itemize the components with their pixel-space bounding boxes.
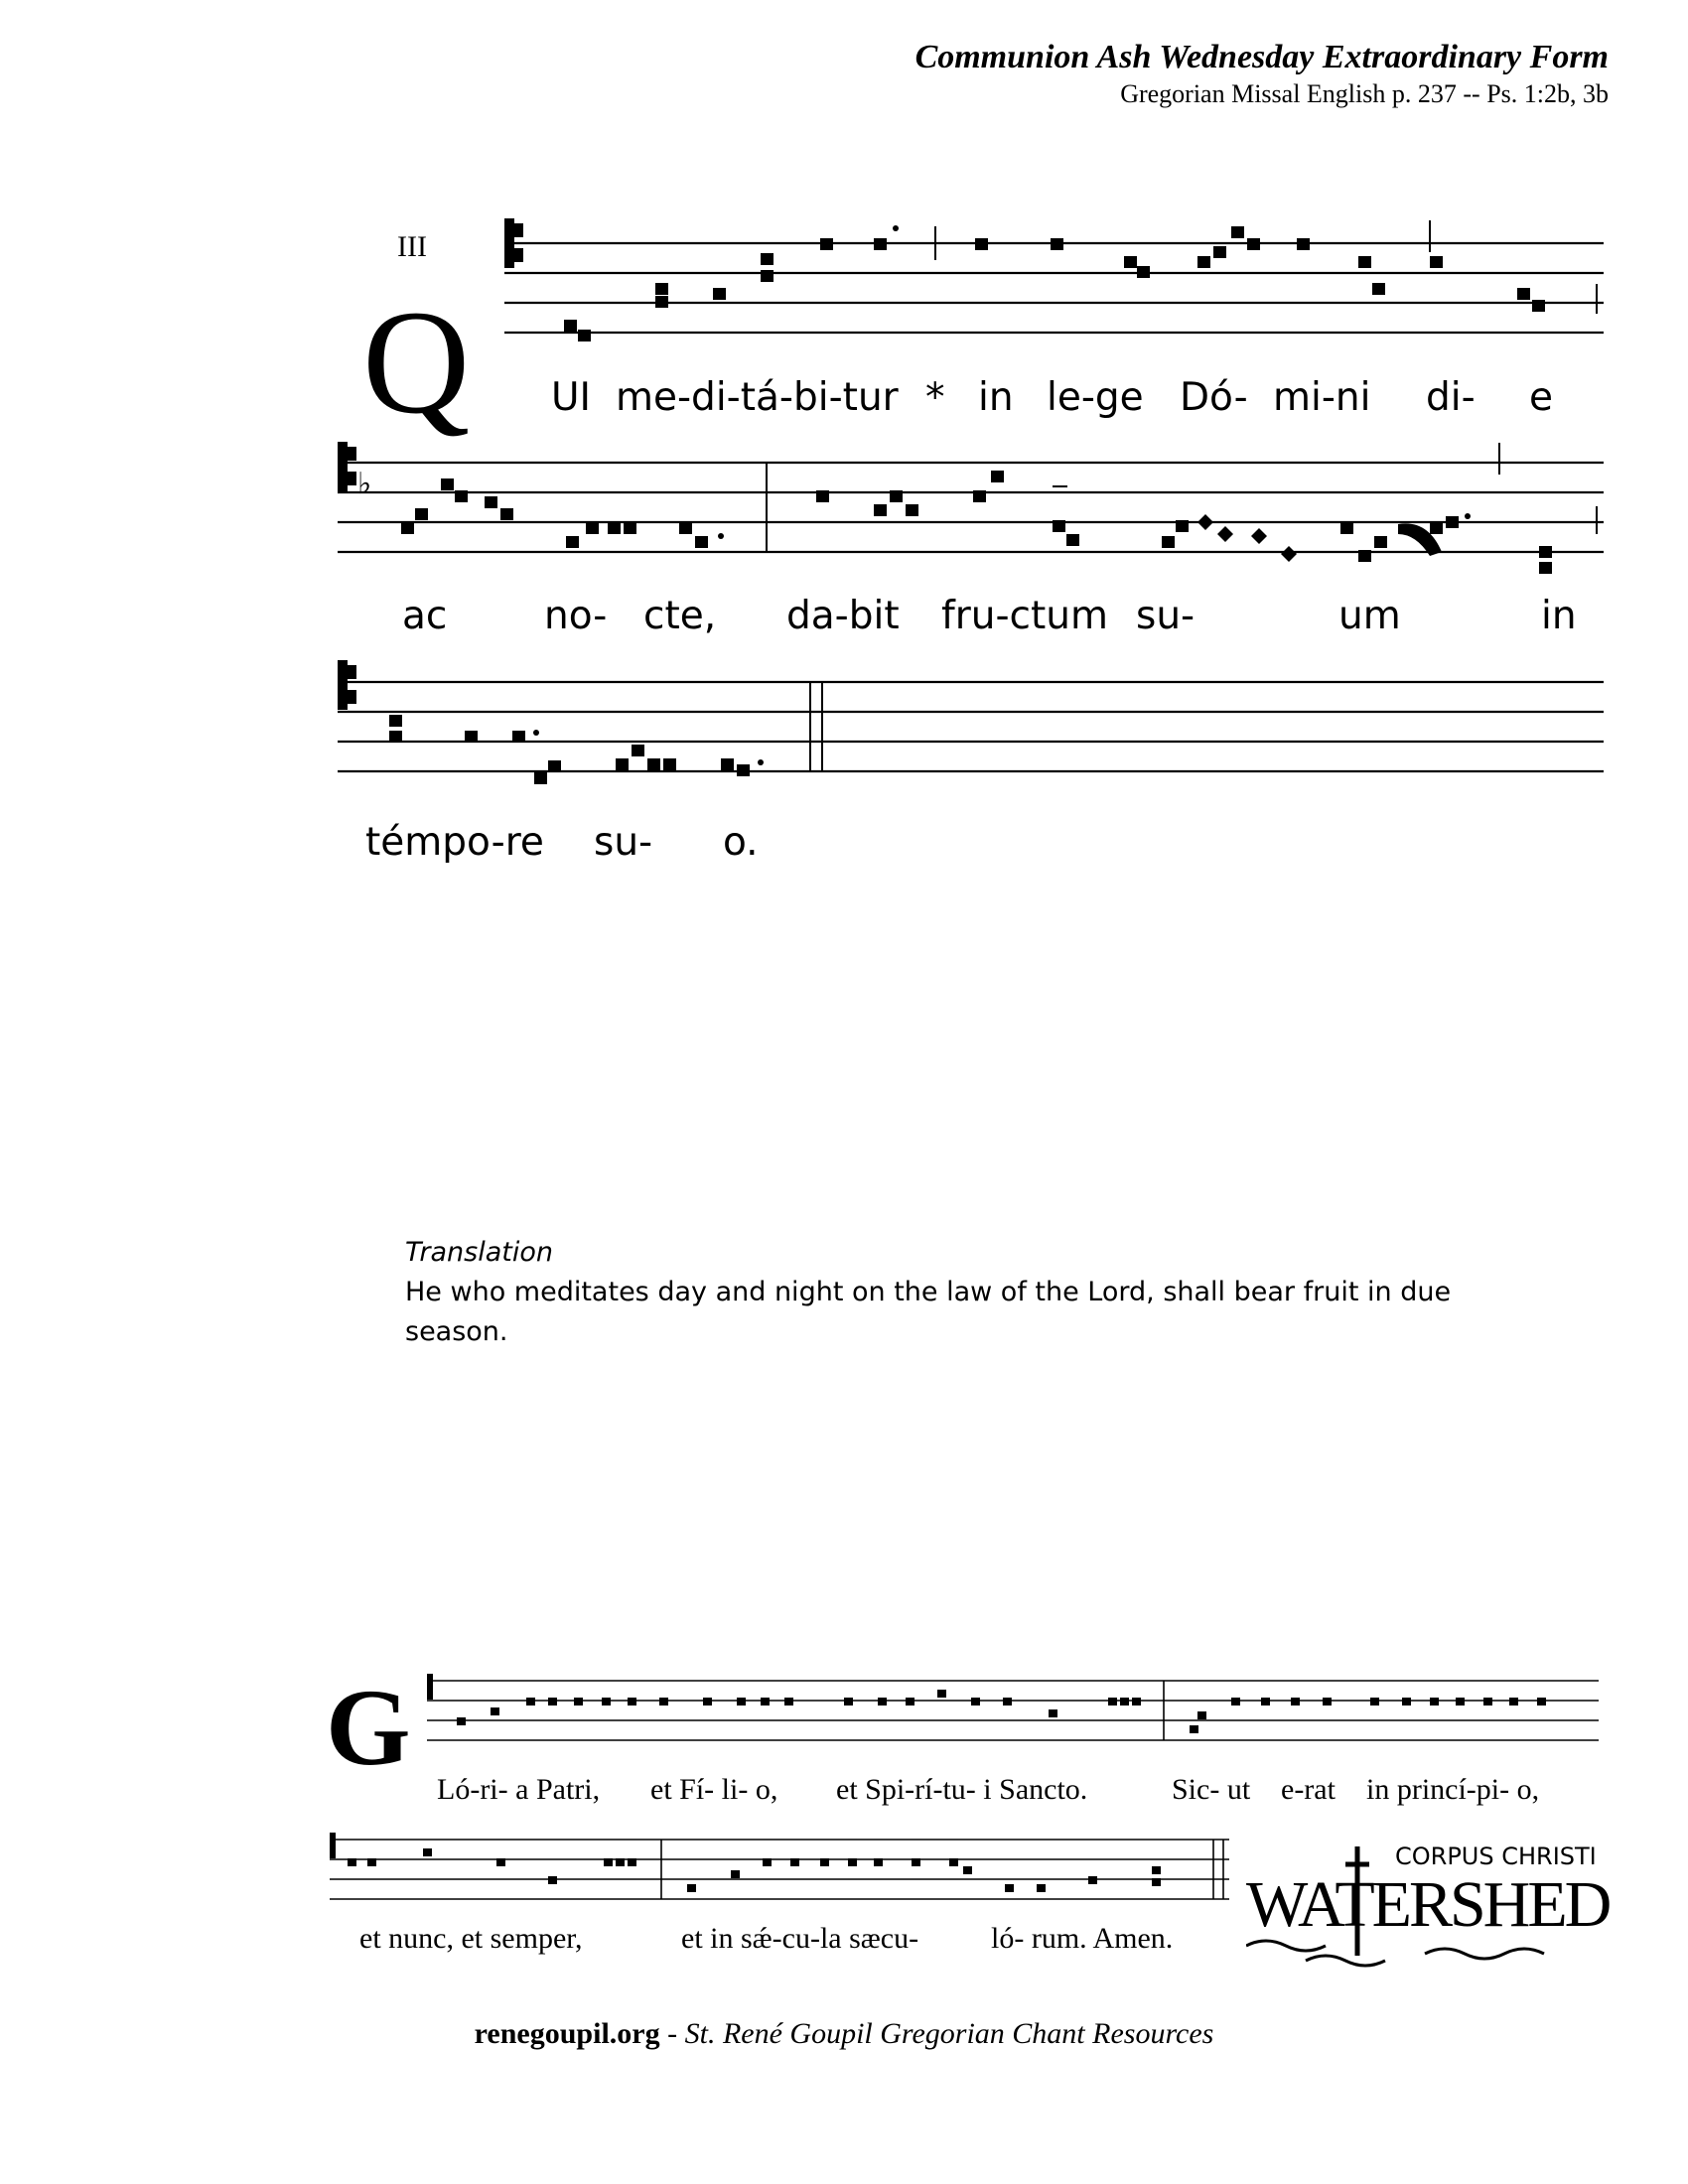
lyric: mi-ni — [1273, 375, 1371, 420]
lyric: um — [1338, 594, 1401, 638]
neumes-3 — [389, 715, 764, 784]
page-footer — [0, 2017, 1688, 2051]
lyric: me-di-tá-bi-tur — [616, 375, 899, 420]
footer-site: renegoupil.org — [474, 2017, 660, 2050]
gloria-lyric: et in sǽ-cu-la sæcu- — [681, 1922, 919, 1955]
lyric: in — [1541, 594, 1577, 638]
svg-text:♭: ♭ — [357, 467, 372, 501]
lyric: Dó- — [1180, 375, 1248, 420]
page-subtitle: Gregorian Missal English p. 237 -- Ps. 1:2b, 3b — [1120, 79, 1609, 108]
gloria-staff-2 — [330, 1840, 1229, 1899]
lyric: cte, — [643, 594, 717, 638]
gloria-initial: G — [326, 1667, 411, 1788]
translation-text: He who meditates day and night on the law of the Lord, shall bear fruit in due season. — [405, 1277, 1452, 1347]
lyric: in — [978, 375, 1014, 420]
lyric: su- — [1136, 594, 1196, 638]
lyric: * — [925, 375, 945, 420]
gloria-lyric: et Spi-rí-tu- i Sancto. — [836, 1773, 1088, 1806]
logo-word: WATERSHED — [1246, 1868, 1610, 1941]
gloria-lyric: Sic- ut — [1172, 1773, 1251, 1806]
translation-label: Translation — [405, 1237, 553, 1268]
logo-top-text: CORPUS CHRISTI — [1395, 1843, 1597, 1870]
gloria-lyric: Ló-ri- a Patri, — [437, 1773, 601, 1806]
footer-separator: - — [659, 2017, 685, 2050]
chant-initial: Q — [362, 280, 471, 445]
gloria-lyric: ló- rum. Amen. — [991, 1922, 1174, 1955]
lyric: ac — [402, 594, 448, 638]
staff-3 — [338, 682, 1604, 771]
bars-3 — [810, 682, 822, 771]
gloria-lyric: in princí-pi- o, — [1366, 1773, 1540, 1806]
gloria-staff-1 — [427, 1681, 1599, 1740]
page-title: Communion Ash Wednesday Extraordinary Form — [914, 39, 1609, 75]
mode-number: III — [397, 230, 427, 263]
lyric: fru-ctum — [941, 594, 1108, 638]
gloria-lyric: et nunc, et semper, — [359, 1922, 583, 1955]
lyric: da-bit — [786, 594, 900, 638]
footer-description: St. René Goupil Gregorian Chant Resources — [684, 2017, 1214, 2050]
lyric: di- — [1426, 375, 1476, 420]
watershed-logo — [1246, 1837, 1638, 1976]
lyric: témpo-re — [365, 820, 544, 865]
bars-1 — [935, 220, 1597, 314]
lyric: UI — [551, 375, 592, 420]
water-waves-icon — [1246, 1941, 1544, 1966]
lyric: le-ge — [1047, 375, 1144, 420]
translation-block — [405, 1233, 1458, 1352]
gloria-lyric: et Fí- li- o, — [650, 1773, 778, 1806]
gloria-lyric: e-rat — [1281, 1773, 1336, 1806]
lyric: e — [1529, 375, 1553, 420]
lyric: su- — [594, 820, 653, 865]
lyric: o. — [723, 820, 759, 865]
lyric: no- — [544, 594, 608, 638]
